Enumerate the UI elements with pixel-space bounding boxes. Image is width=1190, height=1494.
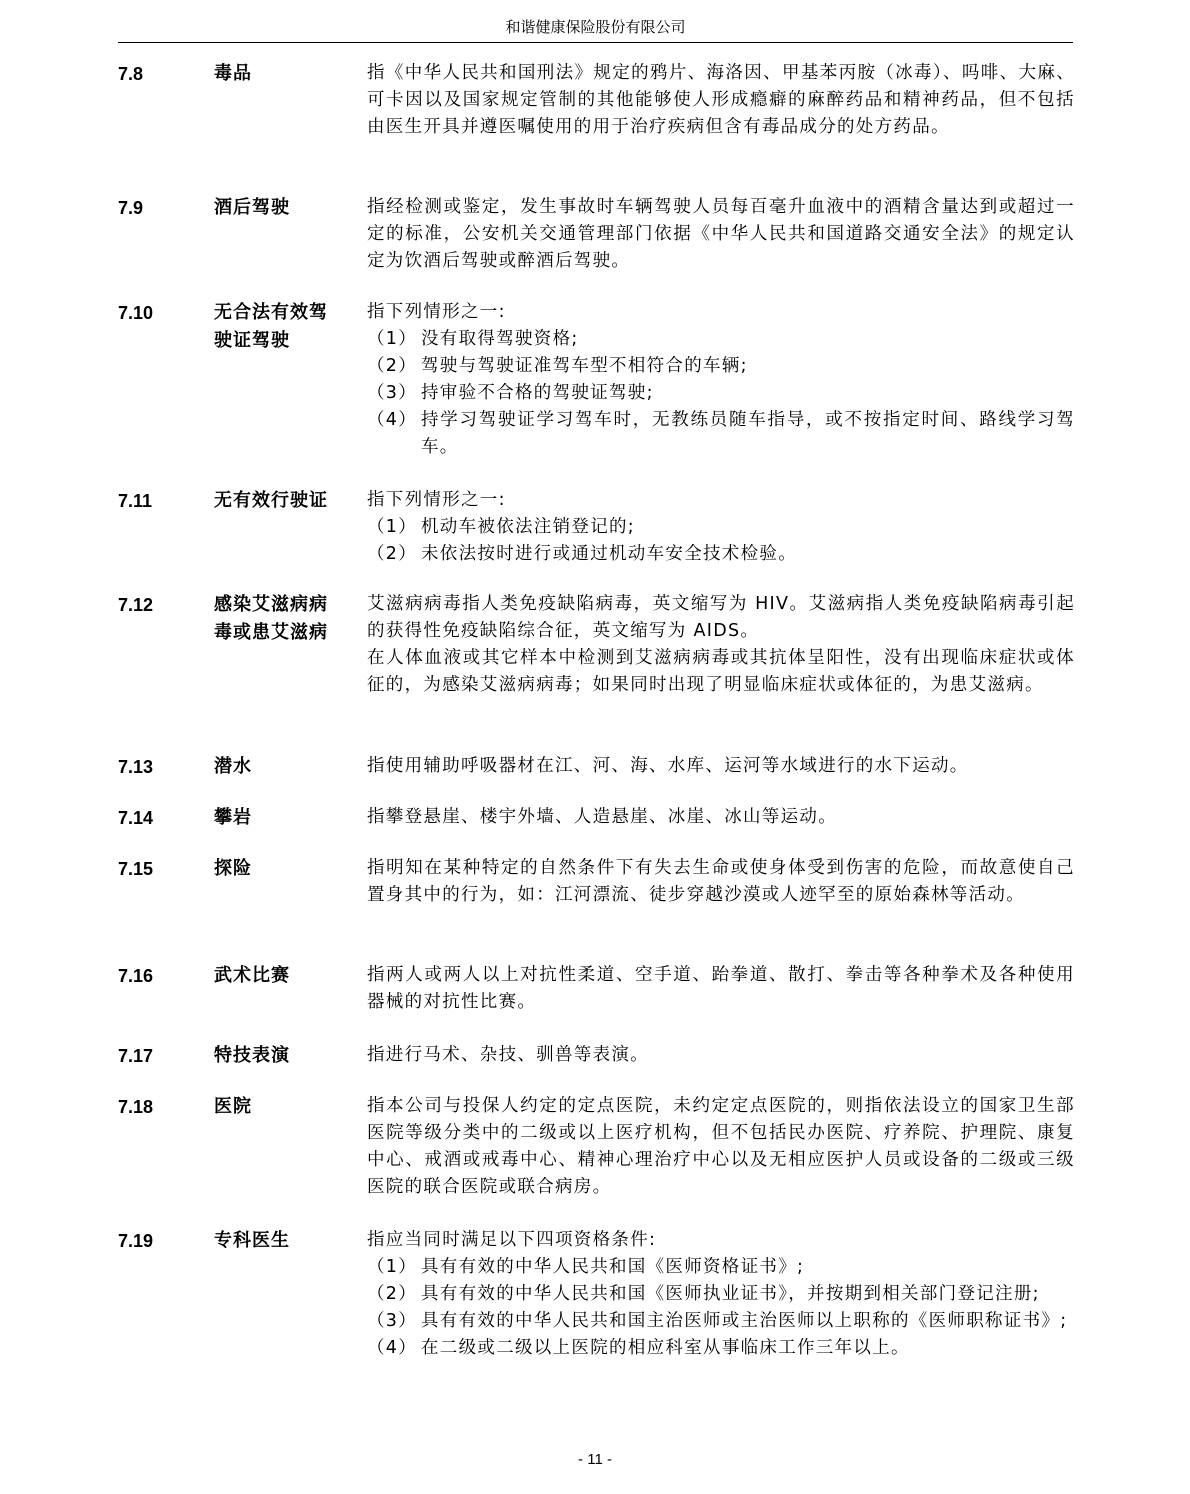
definition-paragraph: 艾滋病病毒指人类免疫缺陷病毒，英文缩写为 HIV。艾滋病指人类免疫缺陷病毒引起的获得性免疫缺陷综合征，英文缩写为 AIDS。: [367, 594, 1075, 641]
clause-number: 7.18: [118, 1097, 154, 1117]
list-item-text: 具有有效的中华人民共和国《医师执业证书》，并按期到相关部门登记注册;: [421, 1284, 1040, 1304]
definition-text: [367, 1042, 1075, 1069]
list-item: [367, 380, 1075, 407]
clause-number: 7.17: [118, 1046, 154, 1066]
term-title: 攀岩: [214, 807, 252, 828]
definition-paragraph: 指本公司与投保人约定的定点医院，未约定定点医院的，则指依法设立的国家卫生部医院等级分类中的二级或以上医疗机构，但不包括民办医院、疗养院、护理院、康复中心、戒酒或戒毒中心、精神心理治疗中心以及无相应医护人员或设备的二级或三级医院的联合医院或联合病房。: [367, 1096, 1075, 1197]
term-title: 感染艾滋病病毒或患艾滋病: [214, 594, 328, 643]
list-item-label: （2）: [367, 544, 418, 564]
definition-paragraph: 指攀登悬崖、楼宇外墙、人造悬崖、冰崖、冰山等运动。: [367, 807, 837, 827]
clause-number: 7.14: [118, 808, 154, 828]
clause-number: 7.10: [118, 303, 154, 323]
definition-text: [367, 962, 1075, 1016]
term-title: 武术比赛: [214, 965, 290, 986]
list-item-label: （2）: [367, 1284, 418, 1304]
list-item-text: 具有有效的中华人民共和国《医师资格证书》;: [421, 1257, 805, 1277]
definition-text: [367, 591, 1075, 699]
definition-paragraph: 指使用辅助呼吸器材在江、河、海、水库、运河等水域进行的水下运动。: [367, 756, 969, 776]
definition-paragraph: 指经检测或鉴定，发生事故时车辆驾驶人员每百毫升血液中的酒精含量达到或超过一定的标准，公安机关交通管理部门依据《中华人民共和国道路交通安全法》的规定认定为饮酒后驾驶或醉酒后驾驶。: [367, 197, 1075, 271]
clause-number: 7.16: [118, 966, 154, 986]
list-item-text: 具有有效的中华人民共和国主治医师或主治医师以上职称的《医师职称证书》;: [421, 1311, 1068, 1331]
definition-paragraph: 指明知在某种特定的自然条件下有失去生命或使身体受到伤害的危险，而故意使自己置身其中的行为，如：江河漂流、徒步穿越沙漠或人迹罕至的原始森林等活动。: [367, 858, 1075, 905]
clause-number: 7.13: [118, 757, 154, 777]
definition-text: [367, 855, 1075, 909]
list-item-label: （1）: [367, 1257, 418, 1277]
term-title: 特技表演: [214, 1045, 290, 1066]
clause-number: 7.11: [118, 491, 153, 511]
list-item-label: （2）: [367, 356, 418, 376]
term-title: 医院: [214, 1096, 252, 1117]
clause-number: 7.19: [118, 1231, 154, 1251]
list-item-label: （3）: [367, 1311, 418, 1331]
list-item: [367, 407, 1075, 461]
list-item-label: （3）: [367, 383, 418, 403]
clause-number: 7.8: [118, 64, 144, 84]
definition-text: [367, 753, 1075, 780]
definition-text: [367, 1093, 1075, 1201]
list-item: [367, 1308, 1075, 1335]
list-item: [367, 514, 1075, 541]
definition-paragraph: 指下列情形之一:: [367, 302, 506, 322]
clause-number: 7.15: [118, 859, 154, 879]
list-item-text: 未依法按时进行或通过机动车安全技术检验。: [421, 544, 797, 564]
definition-paragraph: 指两人或两人以上对抗性柔道、空手道、跆拳道、散打、拳击等各种拳术及各种使用器械的对抗性比赛。: [367, 965, 1075, 1012]
clause-number: 7.12: [118, 595, 154, 615]
list-item-label: （1）: [367, 329, 418, 349]
term-title: 酒后驾驶: [214, 197, 290, 218]
list-item-label: （4）: [367, 410, 418, 430]
definition-text: [367, 60, 1075, 141]
list-item: [367, 1281, 1075, 1308]
list-item: [367, 1254, 1075, 1281]
page-header: 和谐健康保险股份有限公司: [505, 18, 686, 36]
term-title: 潜水: [214, 756, 252, 777]
list-item: [367, 353, 1075, 380]
list-item-text: 机动车被依法注销登记的;: [421, 517, 635, 537]
term-title: 无合法有效驾驶证驾驶: [214, 302, 328, 351]
list-item-text: 持学习驾驶证学习驾车时，无教练员随车指导，或不按指定时间、路线学习驾车。: [421, 410, 1075, 457]
definition-text: [367, 299, 1075, 461]
list-item-text: 没有取得驾驶资格;: [421, 329, 579, 349]
definition-paragraph: 指应当同时满足以下四项资格条件:: [367, 1230, 657, 1250]
definition-text: [367, 1227, 1075, 1362]
list-item-label: （1）: [367, 517, 418, 537]
term-title: 探险: [214, 858, 252, 879]
list-item: [367, 1335, 1075, 1362]
list-item: [367, 326, 1075, 353]
list-item-text: 在二级或二级以上医院的相应科室从事临床工作三年以上。: [421, 1338, 910, 1358]
term-title: 毒品: [214, 63, 252, 84]
definition-text: [367, 194, 1075, 275]
list-item-text: 驾驶与驾驶证准驾车型不相符合的车辆;: [421, 356, 748, 376]
clause-number: 7.9: [118, 198, 144, 218]
list-item: [367, 541, 1075, 568]
definition-paragraph: 指下列情形之一:: [367, 490, 506, 510]
page-number: - 11 -: [578, 1451, 612, 1468]
definition-text: [367, 487, 1075, 568]
definition-paragraph: 指《中华人民共和国刑法》规定的鸦片、海洛因、甲基苯丙胺（冰毒）、吗啡、大麻、可卡因以及国家规定管制的其他能够使人形成瘾癖的麻醉药品和精神药品，但不包括由医生开具并遵医嘱使用的用于治疗疾病但含有毒品成分的处方药品。: [367, 63, 1075, 137]
definition-paragraph: 在人体血液或其它样本中检测到艾滋病病毒或其抗体呈阳性，没有出现临床症状或体征的，为感染艾滋病病毒；如果同时出现了明显临床症状或体征的，为患艾滋病。: [367, 648, 1075, 695]
definition-paragraph: 指进行马术、杂技、驯兽等表演。: [367, 1045, 649, 1065]
term-title: 无有效行驶证: [214, 490, 328, 511]
definition-text: [367, 804, 1075, 831]
header-divider: [118, 42, 1073, 43]
term-title: 专科医生: [214, 1230, 290, 1251]
list-item-text: 持审验不合格的驾驶证驾驶;: [421, 383, 654, 403]
list-item-label: （4）: [367, 1338, 418, 1358]
